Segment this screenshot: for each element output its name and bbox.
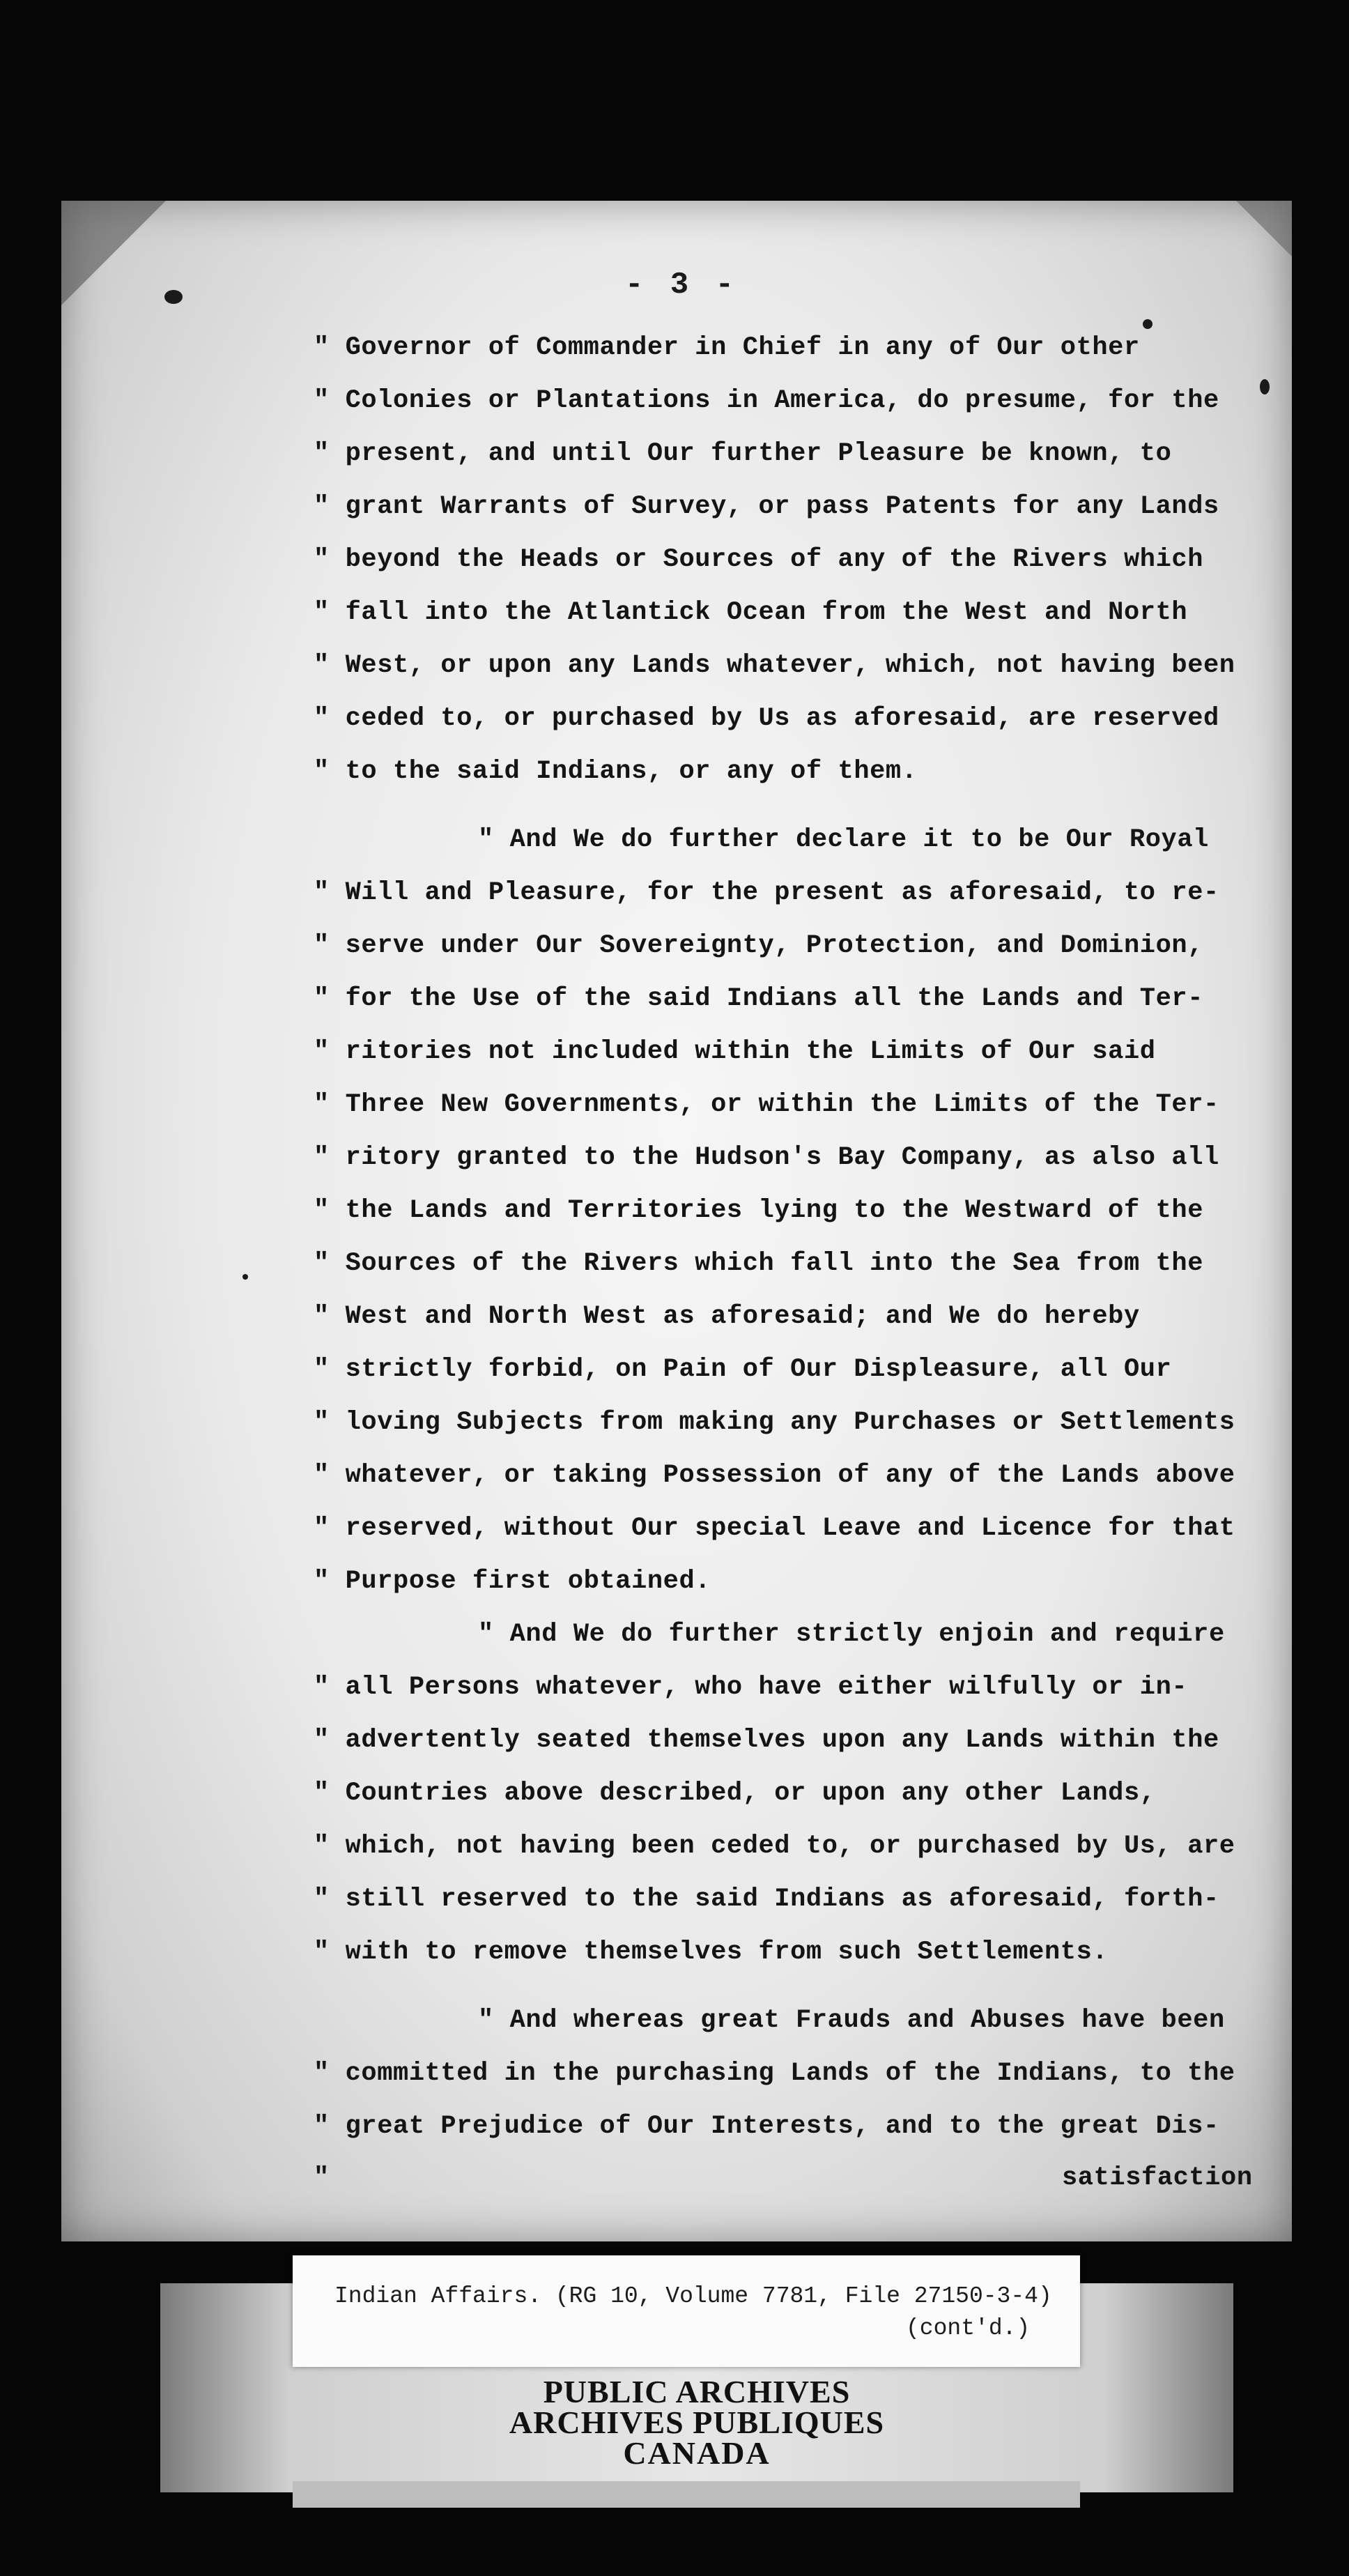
text-line: " Three New Governments, or within the Limits of the Ter- xyxy=(314,1090,1219,1119)
text-line: " serve under Our Sovereignty, Protection, and Dominion, xyxy=(314,931,1204,960)
text-line: " West, or upon any Lands whatever, which, not having been xyxy=(314,651,1235,680)
text-line: " grant Warrants of Survey, or pass Patents for any Lands xyxy=(314,492,1219,521)
text-line: " beyond the Heads or Sources of any of the Rivers which xyxy=(314,545,1204,574)
page-corner-fold xyxy=(61,201,166,305)
archive-reference-label xyxy=(293,2255,1080,2367)
archive-source-text: Indian Affairs. (RG 10, Volume 7781, File 27150-3-4) xyxy=(334,2283,1052,2309)
text-line: " Governor of Commander in Chief in any of Our other xyxy=(314,333,1140,362)
text-line: " ritory granted to the Hudson's Bay Company, as also all xyxy=(314,1143,1219,1172)
text-line: " Sources of the Rivers which fall into the Sea from the xyxy=(314,1249,1204,1278)
archives-stamp xyxy=(432,2374,962,2471)
label-bottom-edge xyxy=(293,2481,1080,2508)
page-number: - 3 - xyxy=(624,268,739,302)
film-speck xyxy=(1260,379,1270,394)
text-line: " committed in the purchasing Lands of the Indians, to the xyxy=(314,2059,1235,2088)
text-line: " And whereas great Frauds and Abuses have been xyxy=(478,2006,1225,2035)
document-page xyxy=(61,201,1292,2241)
stamp-line-public-archives: PUBLIC ARCHIVES xyxy=(543,2374,851,2409)
film-speck xyxy=(242,1274,248,1280)
text-line: " Countries above described, or upon any other Lands, xyxy=(314,1779,1156,1808)
archive-continued-text: (cont'd.) xyxy=(906,2315,1031,2341)
text-line: " fall into the Atlantick Ocean from the West and North xyxy=(314,598,1188,627)
text-line: " to the said Indians, or any of them. xyxy=(314,757,918,786)
stamp-line-archives-publiques: ARCHIVES PUBLIQUES xyxy=(509,2405,885,2440)
film-speck xyxy=(164,290,183,304)
text-line: " Will and Pleasure, for the present as aforesaid, to re- xyxy=(314,878,1219,907)
text-line: " reserved, without Our special Leave and Licence for that xyxy=(314,1514,1235,1543)
text-line: " Colonies or Plantations in America, do presume, for the xyxy=(314,386,1219,415)
text-line: " ritories not included within the Limits of Our said xyxy=(314,1037,1156,1066)
text-line: " ceded to, or purchased by Us as aforesaid, are reserved xyxy=(314,704,1219,733)
text-line: " loving Subjects from making any Purchases or Settlements xyxy=(314,1408,1235,1437)
text-line: " for the Use of the said Indians all the Lands and Ter- xyxy=(314,984,1204,1013)
text-line: " all Persons whatever, who have either wilfully or in- xyxy=(314,1673,1188,1702)
text-line: " still reserved to the said Indians as aforesaid, forth- xyxy=(314,1885,1219,1914)
text-line: " And We do further declare it to be Our Royal xyxy=(478,825,1209,854)
stamp-line-canada: CANADA xyxy=(623,2435,771,2471)
page-corner-fold xyxy=(1236,201,1292,256)
text-line: " And We do further strictly enjoin and require xyxy=(478,1620,1225,1649)
catchword: satisfaction xyxy=(1062,2163,1253,2193)
text-line: " present, and until Our further Pleasure be known, to xyxy=(314,439,1172,468)
text-line: " with to remove themselves from such Settlements. xyxy=(314,1938,1109,1967)
text-line: " great Prejudice of Our Interests, and to the great Dis- xyxy=(314,2112,1219,2141)
text-line: " strictly forbid, on Pain of Our Displeasure, all Our xyxy=(314,1355,1172,1384)
text-line: " xyxy=(314,2163,330,2193)
text-line: " advertently seated themselves upon any Lands within the xyxy=(314,1726,1219,1755)
film-speck xyxy=(1143,319,1153,329)
text-line: " the Lands and Territories lying to the Westward of the xyxy=(314,1196,1204,1225)
text-line: " which, not having been ceded to, or purchased by Us, are xyxy=(314,1832,1235,1861)
text-line: " whatever, or taking Possession of any of the Lands above xyxy=(314,1461,1235,1490)
text-line: " Purpose first obtained. xyxy=(314,1567,711,1596)
text-line: " West and North West as aforesaid; and We do hereby xyxy=(314,1302,1140,1331)
